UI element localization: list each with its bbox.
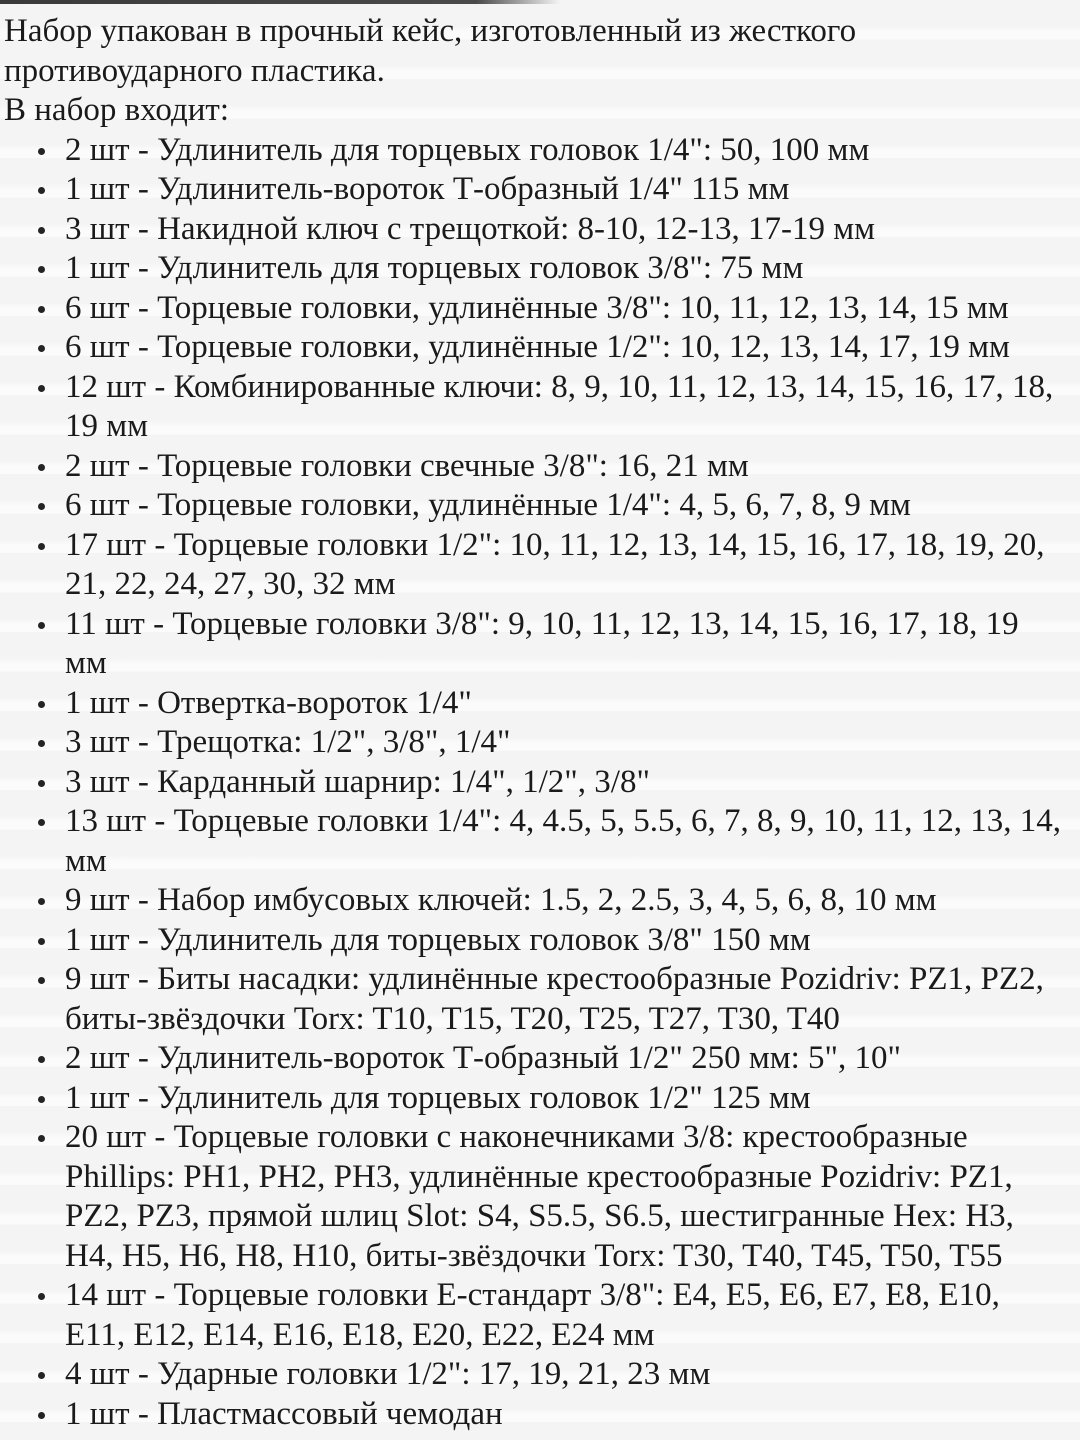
kit-list-item: 17 шт - Торцевые головки 1/2": 10, 11, 12, 13, 14, 15, 16, 17, 18, 19, 20, 21, 22, 24, 27, 30, 32 мм	[4, 526, 1064, 605]
intro-paragraph: Набор упакован в прочный кейс, изготовленный из жесткого противоударного пластика.	[4, 13, 857, 89]
kit-list-item: 6 шт - Торцевые головки, удлинённые 3/8": 10, 11, 12, 13, 14, 15 мм	[4, 289, 1064, 329]
kit-list-item: 13 шт - Торцевые головки 1/4": 4, 4.5, 5, 5.5, 6, 7, 8, 9, 10, 11, 12, 13, 14, мм	[4, 802, 1064, 881]
kit-contents-heading: В набор входит:	[4, 92, 230, 128]
kit-list-item: 2 шт - Торцевые головки свечные 3/8": 16, 21 мм	[4, 447, 1064, 487]
kit-list-item: 1 шт - Удлинитель-вороток Т-образный 1/4" 115 мм	[4, 170, 1064, 210]
kit-list-item: 1 шт - Удлинитель для торцевых головок 1/2" 125 мм	[4, 1079, 1064, 1119]
kit-list-item: 9 шт - Набор имбусовых ключей: 1.5, 2, 2.5, 3, 4, 5, 6, 8, 10 мм	[4, 881, 1064, 921]
kit-list-item: 2 шт - Удлинитель-вороток Т-образный 1/2" 250 мм: 5", 10"	[4, 1039, 1064, 1079]
kit-list-item: 11 шт - Торцевые головки 3/8": 9, 10, 11, 12, 13, 14, 15, 16, 17, 18, 19 мм	[4, 605, 1064, 684]
kit-list-item: 4 шт - Ударные головки 1/2": 17, 19, 21, 23 мм	[4, 1355, 1064, 1395]
kit-list-item: 2 шт - Удлинитель для торцевых головок 1/4": 50, 100 мм	[4, 131, 1064, 171]
kit-list-item: 6 шт - Торцевые головки, удлинённые 1/2": 10, 12, 13, 14, 17, 19 мм	[4, 328, 1064, 368]
kit-list-item: 1 шт - Удлинитель для торцевых головок 3/8" 150 мм	[4, 921, 1064, 961]
kit-contents-list	[4, 131, 1064, 1435]
kit-list-item: 12 шт - Комбинированные ключи: 8, 9, 10, 11, 12, 13, 14, 15, 16, 17, 18, 19 мм	[4, 368, 1064, 447]
kit-list-item: 3 шт - Карданный шарнир: 1/4", 1/2", 3/8"	[4, 763, 1064, 803]
kit-list-item: 20 шт - Торцевые головки с наконечниками 3/8: крестообразные Phillips: PH1, PH2, PH3, удлинённые крестообразные Pozidriv: PZ1, PZ2, PZ3, прямой шлиц Slot: S4, S5.5, S6.5, шестигранные Hex: H3, H4, H5, H6, H8, H10, биты-звёздочки Torx: T30, T40, T45, T50, T55	[4, 1118, 1064, 1276]
kit-list-item: 3 шт - Трещотка: 1/2", 3/8", 1/4"	[4, 723, 1064, 763]
kit-list-item: 1 шт - Пластмассовый чемодан	[4, 1395, 1064, 1435]
kit-list-item: 1 шт - Отвертка-вороток 1/4"	[4, 684, 1064, 724]
kit-list-item: 6 шт - Торцевые головки, удлинённые 1/4": 4, 5, 6, 7, 8, 9 мм	[4, 486, 1064, 526]
kit-list-item: 14 шт - Торцевые головки Е-стандарт 3/8": E4, E5, E6, E7, E8, E10, E11, E12, E14, E16, E18, E20, E22, E24 мм	[4, 1276, 1064, 1355]
kit-list-item: 3 шт - Накидной ключ с трещоткой: 8-10, 12-13, 17-19 мм	[4, 210, 1064, 250]
kit-list-item: 1 шт - Удлинитель для торцевых головок 3/8": 75 мм	[4, 249, 1064, 289]
kit-list-item: 9 шт - Биты насадки: удлинённые крестообразные Pozidriv: PZ1, PZ2, биты-звёздочки Torx: T10, T15, T20, T25, T27, T30, T40	[4, 960, 1064, 1039]
